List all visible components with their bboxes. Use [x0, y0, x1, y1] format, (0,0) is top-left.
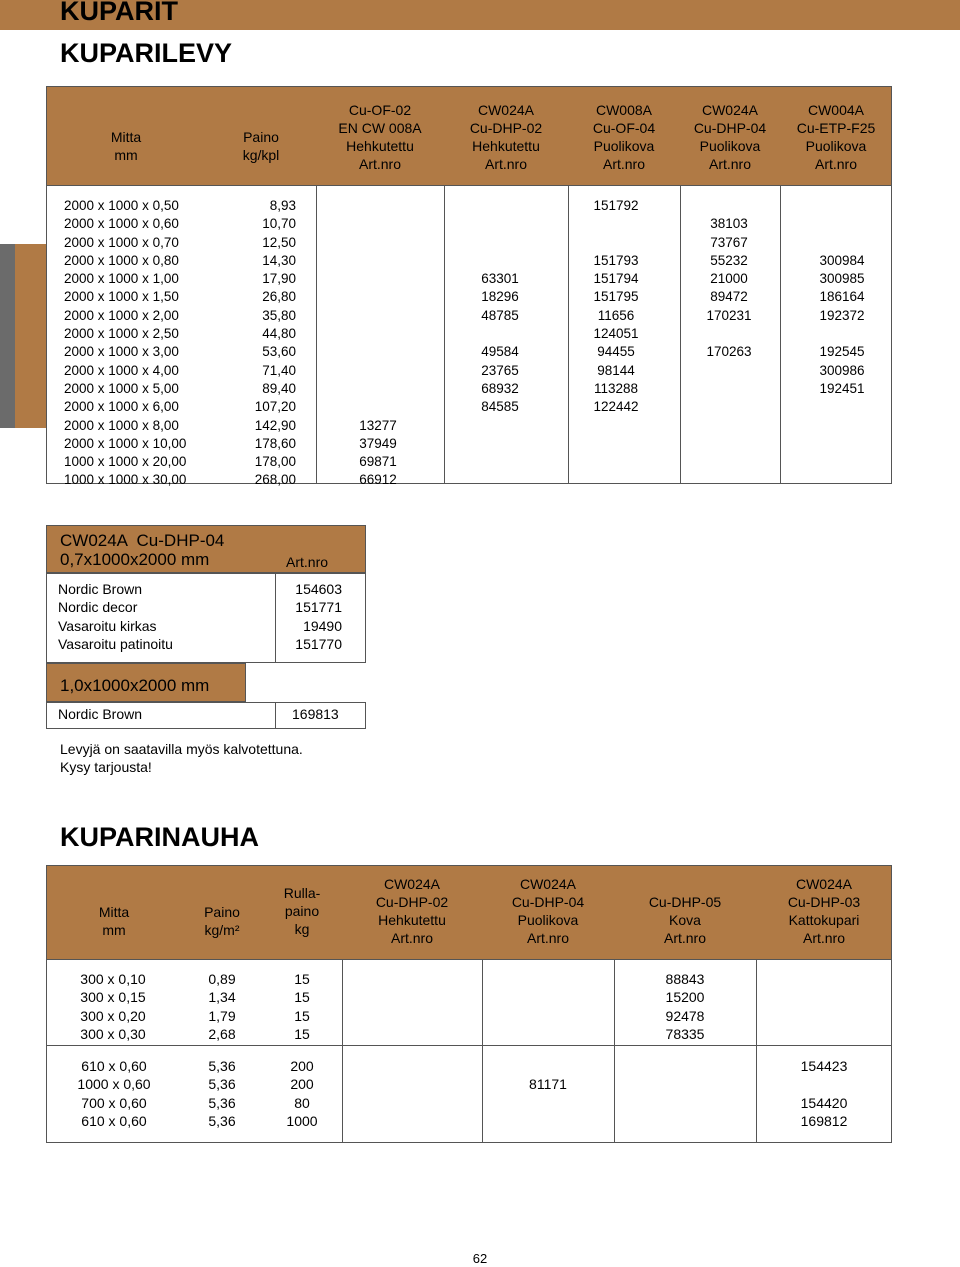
strip-header-mitta: Mitta mm	[98, 904, 130, 938]
sheet-header-cuof02: Cu-OF-02 EN CW 008A Hehkutettu Art.nro	[338, 102, 422, 172]
side-tab-gray	[0, 244, 15, 428]
variant-divider-2	[275, 702, 276, 729]
variant-arts: 154603 151771 19490 151770	[295, 581, 342, 652]
strip-divider	[482, 960, 483, 1143]
sheet-header-cw004a: CW004A Cu-ETP-F25 Puolikova Art.nro	[796, 102, 876, 172]
offer-note: Levyjä on saatavilla myös kalvotettuna. Kysy tarjousta!	[60, 741, 303, 775]
sheet-header-mitta: Mitta mm	[110, 129, 142, 163]
strip-g2-katto: 154423 154420 169812	[800, 1058, 848, 1129]
variant-title-2: 1,0x1000x2000 mm	[60, 676, 210, 695]
sheet-header-cw024a-04: CW024A Cu-DHP-04 Puolikova Art.nro	[693, 102, 767, 172]
strip-g2-paino: 5,36 5,36 5,36 5,36	[208, 1058, 236, 1129]
strip-g2-puolikova: 81171	[529, 1076, 567, 1092]
strip-header-rulla: Rulla- paino kg	[283, 885, 321, 937]
page-title: KUPARIT	[60, 0, 178, 26]
sheet-header-cw024a-02: CW024A Cu-DHP-02 Hehkutettu Art.nro	[469, 102, 543, 172]
strip-header-cw024a-04: CW024A Cu-DHP-04 Puolikova Art.nro	[511, 876, 585, 946]
sheet-col-cw024a-02: 63301 18296 48785 49584 23765 68932 84585	[481, 271, 519, 415]
sheet-col-cw004a: 300984 300985 186164 192372 192545 300986 192451	[819, 252, 865, 396]
strip-row-separator	[46, 1045, 892, 1046]
strip-g1-rulla: 15 15 15 15	[294, 971, 310, 1042]
variant-art-2: 169813	[292, 706, 339, 722]
sheet-col-cw008a: 151792 151793 151794 151795 11656 124051 94455 98144 113288 122442	[593, 198, 639, 415]
variant-art-label: Art.nro	[286, 554, 329, 570]
sheet-col-cuof02: 13277 37949 69871 66912	[359, 417, 397, 488]
strip-header-cw024a-03: CW024A Cu-DHP-03 Kattokupari Art.nro	[787, 876, 861, 946]
variant-title: CW024A Cu-DHP-04	[60, 531, 225, 550]
sheet-divider	[780, 186, 781, 484]
section-title-kuparilevy: KUPARILEVY	[60, 38, 233, 68]
section-title-kuparinauha: KUPARINAUHA	[60, 822, 259, 852]
strip-header-dhp05: Cu-DHP-05 Kova Art.nro	[648, 894, 722, 946]
sheet-col-mitta: 2000 x 1000 x 0,50 2000 x 1000 x 0,60 2000 x 1000 x 0,70 2000 x 1000 x 0,80 2000 x 1000 x 1,00 2000 x 1000 x 1,50 2000 x 1000 x 2,00 2000 x 1000 x 2,50 2000 x 1000 x 3,00 2000 x 1000 x 4,00 2000 x 1000 x 5,00 2000 x 1000 x 6,00 2000 x 1000 x 8,00 2000 x 1000 x 10,00 1000 x 1000 x 20,00 1000 x 1000 x 30,00	[64, 198, 187, 488]
page-number: 62	[472, 1251, 488, 1266]
strip-g2-rulla: 200 200 80 1000	[286, 1058, 318, 1129]
variant-name-2: Nordic Brown	[58, 706, 143, 722]
sheet-col-paino: 8,93 10,70 12,50 14,30 17,90 26,80 35,80 44,80 53,60 71,40 89,40 107,20 142,90 178,60 178,00 268,00	[254, 198, 296, 488]
strip-header-cw024a-02: CW024A Cu-DHP-02 Hehkutettu Art.nro	[375, 876, 449, 946]
strip-g1-kova: 88843 15200 92478 78335	[665, 971, 705, 1042]
strip-g1-mitta: 300 x 0,10 300 x 0,15 300 x 0,20 300 x 0,30	[80, 971, 146, 1042]
strip-divider	[342, 960, 343, 1143]
strip-g2-mitta: 610 x 0,60 1000 x 0,60 700 x 0,60 610 x 0,60	[77, 1058, 151, 1129]
sheet-header-paino: Paino kg/kpl	[242, 129, 280, 163]
variant-names: Nordic Brown Nordic decor Vasaroitu kirkas Vasaroitu patinoitu	[58, 581, 173, 652]
strip-header-paino: Paino kg/m²	[204, 904, 240, 938]
sheet-header-cw008a: CW008A Cu-OF-04 Puolikova Art.nro	[592, 102, 656, 172]
variant-subtitle: 0,7x1000x2000 mm	[60, 550, 210, 569]
strip-g1-paino: 0,89 1,34 1,79 2,68	[208, 971, 236, 1042]
sheet-col-cw024a-04: 38103 73767 55232 21000 89472 170231 170263	[706, 216, 752, 360]
